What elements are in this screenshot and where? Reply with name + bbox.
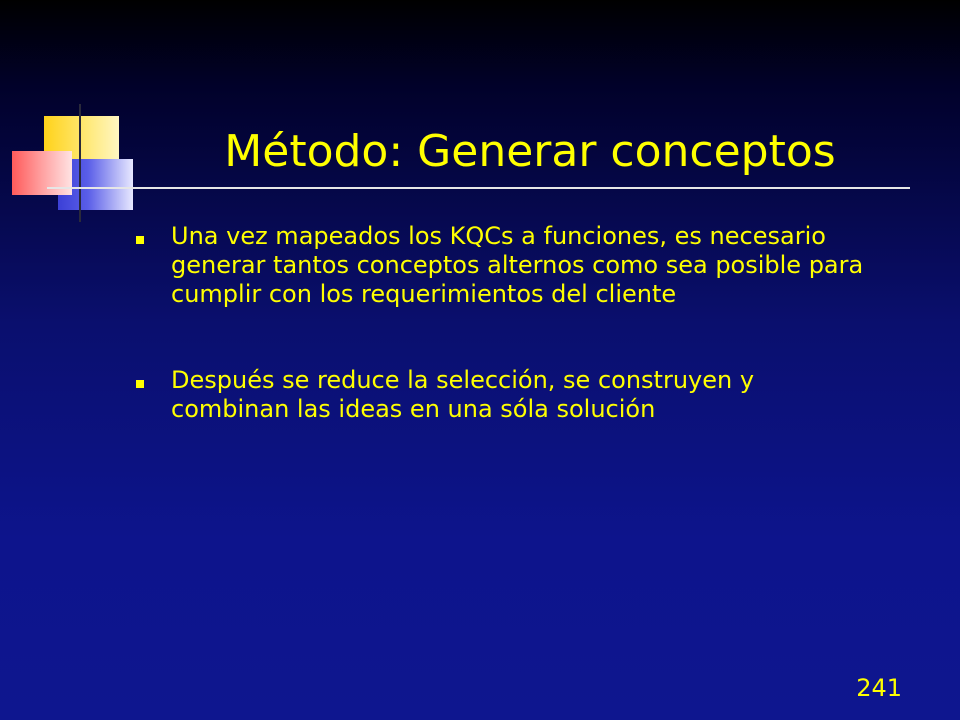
page-number: 241 (856, 674, 902, 702)
title-underline (47, 187, 910, 189)
square-bullet-icon (136, 236, 144, 244)
slide-title: Método: Generar conceptos (224, 126, 836, 177)
square-bullet-icon (136, 380, 144, 388)
bullet-item (134, 366, 874, 424)
decorative-squares-graphic (0, 0, 160, 230)
bullet-text: Después se reduce la selección, se construyen y combinan las ideas en una sóla solución (171, 366, 755, 423)
vertical-divider-line (79, 104, 81, 222)
bullet-item (134, 222, 874, 309)
bullet-text: Una vez mapeados los KQCs a funciones, es necesario generar tantos conceptos alternos como sea posible para cumplir con los requerimientos del cliente (171, 222, 864, 308)
bullet-list (134, 222, 874, 424)
